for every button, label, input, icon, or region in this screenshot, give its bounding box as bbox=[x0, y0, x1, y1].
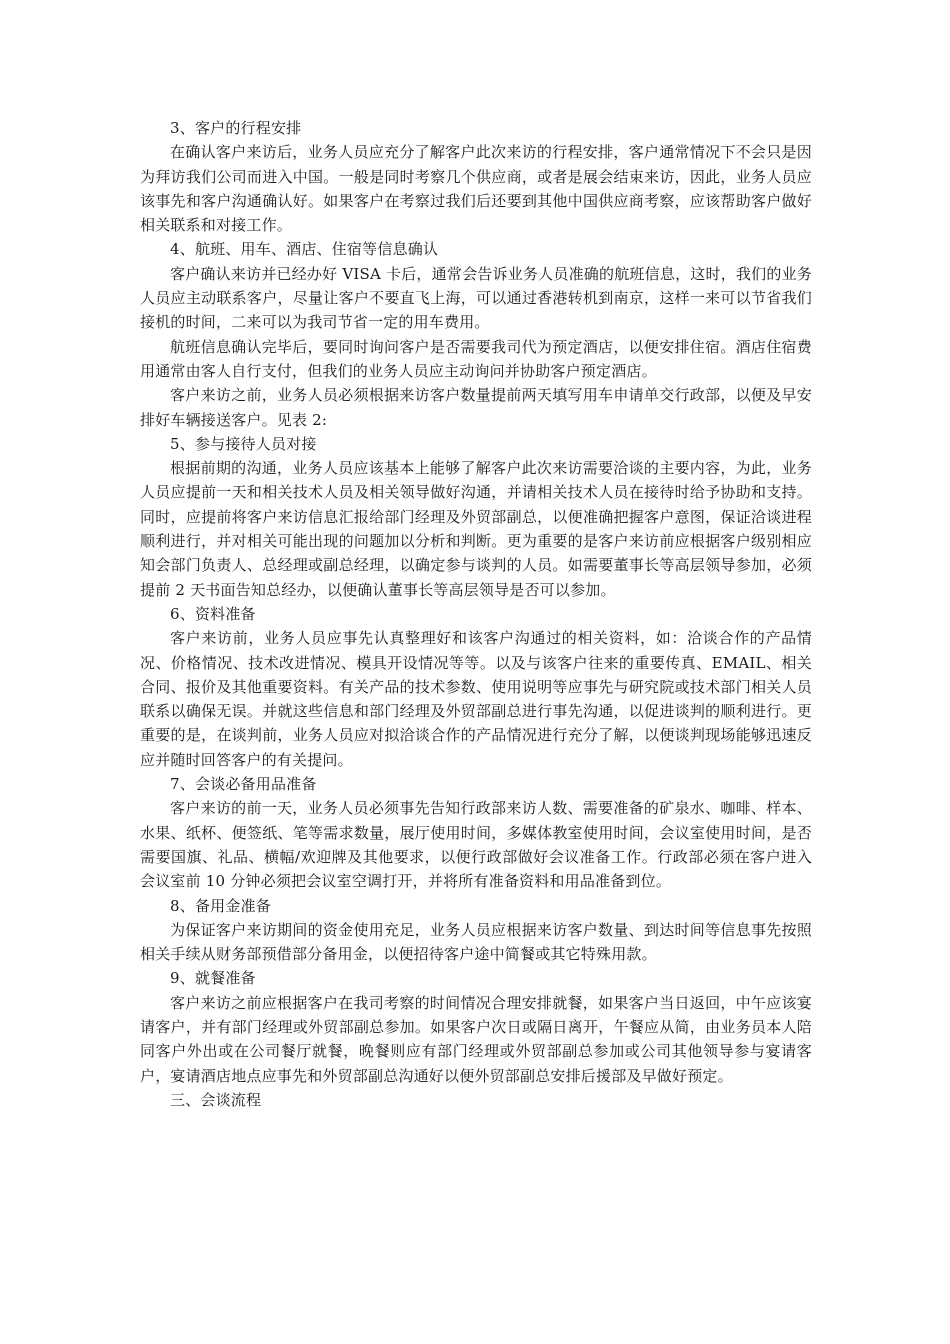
paragraph-itinerary: 在确认客户来访后，业务人员应充分了解客户此次来访的行程安排，客户通常情况下不会只是因为拜访我们公司而进入中国。一般是同时考察几个供应商，或者是展会结束来访，因此，业务人员应该事先和客户沟通确认好。如果客户在考察过我们后还要到其他中国供应商考察，应该帮助客户做好相关联系和对接工作。 bbox=[140, 143, 812, 235]
section-heading-itinerary: 3、客户的行程安排 bbox=[170, 119, 302, 137]
paragraph-dining: 客户来访之前应根据客户在我司考察的时间情况合理安排就餐，如果客户当日返回，中午应该宴请客户，并有部门经理或外贸部副总参加。如果客户次日或隔日离开，午餐应从简，由业务员本人陪同客户外出或在公司餐厅就餐，晚餐则应有部门经理或外贸部副总参加或公司其他领导参与宴请客户，宴请酒店地点应事先和外贸部副总沟通好以便外贸部副总安排后援部及早做好预定。 bbox=[140, 993, 812, 1085]
paragraph-materials: 客户来访前，业务人员应事先认真整理好和该客户沟通过的相关资料，如：洽谈合作的产品情况、价格情况、技术改进情况、模具开设情况等等。以及与该客户往来的重要传真、EMAIL、相关合同、报价及其他重要资料。有关产品的技术参数、使用说明等应事先与研究院或技术部门相关人员联系以确保无误。并就这些信息和部门经理及外贸部副总进行事先沟通，以促进谈判的顺利进行。更重要的是，在谈判前，业务人员应对拟洽谈合作的产品情况进行充分了解，以便谈判现场能够迅速反应并随时回答客户的有关提问。 bbox=[140, 629, 812, 769]
paragraph-car-request: 客户来访之前，业务人员必须根据来访客户数量提前两天填写用车申请单交行政部，以便及早安排好车辆接送客户。见表 2: bbox=[140, 386, 812, 429]
section-heading-petty-cash: 8、备用金准备 bbox=[170, 896, 271, 915]
paragraph-reception-staff: 根据前期的沟通，业务人员应该基本上能够了解客户此次来访需要洽谈的主要内容，为此，业务人员应提前一天和相关技术人员及相关领导做好沟通，并请相关技术人员在接待时给予协助和支持。同时，应提前将客户来访信息汇报给部门经理及外贸部副总，以便准确把握客户意图，保证洽谈进程顺利进行，并对相关可能出现的问题加以分析和判断。更为重要的是客户来访前应根据客户级别相应知会部门负责人、总经理或副总经理，以确定参与谈判的人员。如需要董事长等高层领导参加，必须提前 2 天书面告知总经办，以便确认董事长等高层领导是否可以参加。 bbox=[140, 459, 812, 599]
section-heading-meeting-process: 三、会谈流程 bbox=[170, 1090, 262, 1109]
section-heading-reception-staff: 5、参与接待人员对接 bbox=[170, 434, 317, 453]
paragraph-hotel: 航班信息确认完毕后，要同时询问客户是否需要我司代为预定酒店，以便安排住宿。酒店住宿费用通常由客人自行支付，但我们的业务人员应主动询问并协助客户预定酒店。 bbox=[140, 337, 812, 380]
paragraph-meeting-supplies: 客户来访的前一天，业务人员必须事先告知行政部来访人数、需要准备的矿泉水、咖啡、样本、水果、纸杯、便签纸、笔等需求数量，展厅使用时间，多媒体教室使用时间，会议室使用时间，是否需要国旗、礼品、横幅/欢迎牌及其他要求，以便行政部做好会议准备工作。行政部必须在客户进入会议室前 10 分钟必须把会议室空调打开，并将所有准备资料和用品准备到位。 bbox=[140, 799, 812, 891]
section-heading-meeting-supplies: 7、会谈必备用品准备 bbox=[170, 775, 317, 794]
paragraph-petty-cash: 为保证客户来访期间的资金使用充足，业务人员应根据来访客户数量、到达时间等信息事先按照相关手续从财务部预借部分备用金，以便招待客户途中简餐或其它特殊用款。 bbox=[140, 920, 812, 964]
document-page bbox=[140, 116, 812, 1112]
section-heading-materials: 6、资料准备 bbox=[170, 604, 256, 623]
section-heading-dining: 9、就餐准备 bbox=[170, 969, 256, 988]
paragraph-flight-info: 客户确认来访并已经办好 VISA 卡后，通常会告诉业务人员准确的航班信息，这时，我们的业务人员应主动联系客户，尽量让客户不要直飞上海，可以通过香港转机到南京，这样一来可以节省我们接机的时间，二来可以为我司节省一定的用车费用。 bbox=[140, 264, 812, 332]
section-heading-flight-hotel: 4、航班、用车、酒店、住宿等信息确认 bbox=[170, 240, 439, 259]
